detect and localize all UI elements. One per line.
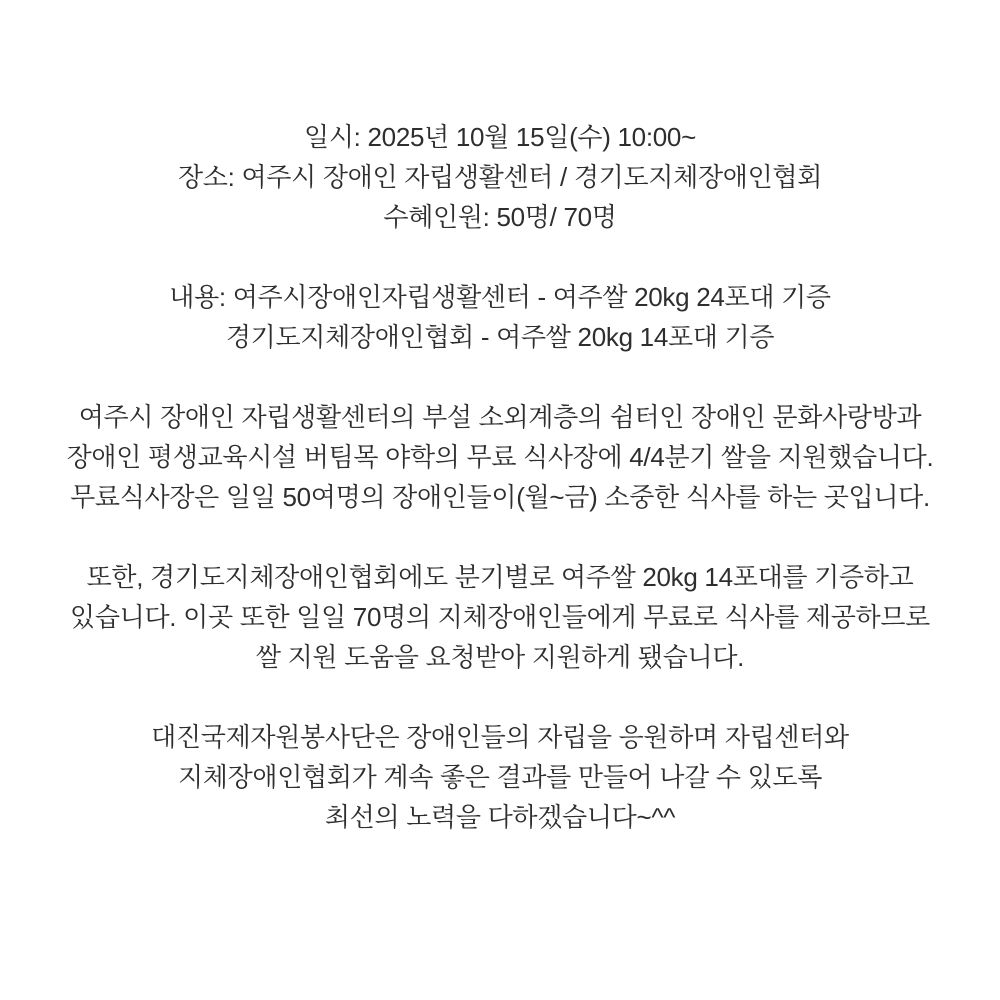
text-line-association-3: 쌀 지원 도움을 요청받아 지원하게 됐습니다. bbox=[255, 642, 745, 672]
text-line-donation-2: 경기도지체장애인협회 - 여주쌀 20kg 14포대 기증 bbox=[225, 322, 775, 352]
paragraph-donation-details bbox=[0, 277, 1000, 357]
text-line-location: 장소: 여주시 장애인 자립생활센터 / 경기도지체장애인협회 bbox=[177, 162, 823, 192]
text-line-association-1: 또한, 경기도지체장애인협회에도 분기별로 여주쌀 20kg 14포대를 기증하고 bbox=[86, 562, 914, 592]
paragraph-association-support bbox=[0, 557, 1000, 677]
text-line-support-1: 여주시 장애인 자립생활센터의 부설 소외계층의 쉼터인 장애인 문화사랑방과 bbox=[78, 402, 922, 432]
text-line-datetime: 일시: 2025년 10월 15일(수) 10:00~ bbox=[304, 122, 696, 152]
paragraph-support-description bbox=[0, 397, 1000, 517]
text-line-closing-2: 지체장애인협회가 계속 좋은 결과를 만들어 나갈 수 있도록 bbox=[177, 762, 823, 792]
text-line-closing-1: 대진국제자원봉사단은 장애인들의 자립을 응원하며 자립센터와 bbox=[151, 722, 849, 752]
text-line-association-2: 있습니다. 이곳 또한 일일 70명의 지체장애인들에게 무료로 식사를 제공하므로 bbox=[70, 602, 930, 632]
text-line-donation-1: 내용: 여주시장애인자립생활센터 - 여주쌀 20kg 24포대 기증 bbox=[169, 282, 831, 312]
text-line-support-2: 장애인 평생교육시설 버팀목 야학의 무료 식사장에 4/4분기 쌀을 지원했습니다. bbox=[66, 442, 934, 472]
text-line-support-3: 무료식사장은 일일 50여명의 장애인들이(월~금) 소중한 식사를 하는 곳입니다. bbox=[70, 482, 930, 512]
text-line-beneficiaries: 수혜인원: 50명/ 70명 bbox=[383, 202, 617, 232]
paragraph-schedule-info bbox=[0, 117, 1000, 237]
paragraph-closing-message bbox=[0, 717, 1000, 837]
text-line-closing-3: 최선의 노력을 다하겠습니다~^^ bbox=[324, 802, 676, 832]
